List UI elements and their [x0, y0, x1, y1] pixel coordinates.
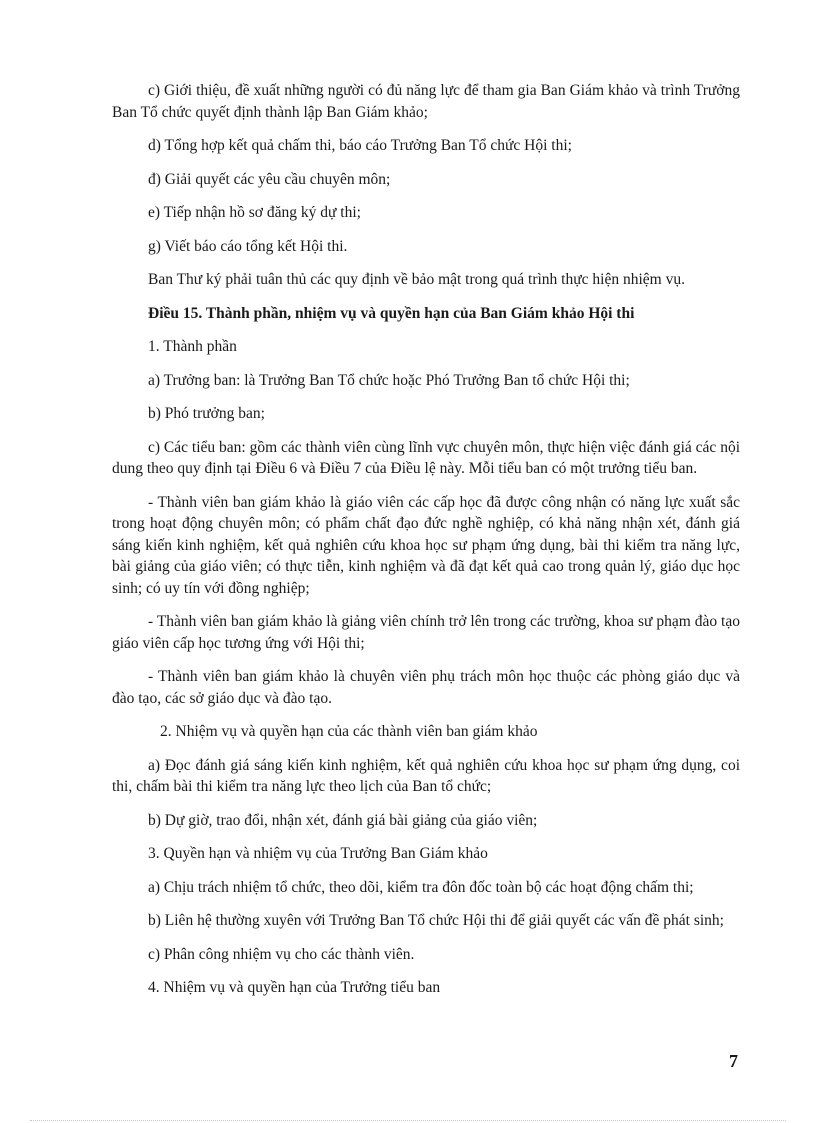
paragraph-dd-giai-quyet: đ) Giải quyết các yêu cầu chuyên môn;	[148, 170, 391, 188]
paragraph-a-truong-ban: a) Trưởng ban: là Trưởng Ban Tổ chức hoặc Phó Trưởng Ban tổ chức Hội thi;	[148, 371, 630, 389]
paragraph-b-pho-truong-ban: b) Phó trưởng ban;	[148, 405, 265, 422]
paragraph-c-gioi-thieu: c) Giới thiệu, đề xuất những người có đủ năng lực để tham gia Ban Giám khảo và trình Trưởng Ban Tổ chức quyết định thành lập Ban Giám khảo;	[112, 82, 740, 121]
paragraph-c-phan-cong: c) Phân công nhiệm vụ cho các thành viên.	[148, 945, 415, 963]
paragraph-bao-mat: Ban Thư ký phải tuân thủ các quy định về bảo mật trong quá trình thực hiện nhiệm vụ.	[148, 271, 685, 288]
document-page	[112, 80, 740, 1011]
paragraph-a-doc-danh-gia: a) Đọc đánh giá sáng kiến kinh nghiệm, kết quả nghiên cứu khoa học sư phạm ứng dụng, coi thi, chấm bài thi kiểm tra năng lực theo lịch của Ban tổ chức;	[112, 756, 740, 795]
section-4-heading: 4. Nhiệm vụ và quyền hạn của Trưởng tiểu ban	[148, 979, 441, 996]
paragraph-thanh-vien-giang-vien: - Thành viên ban giám khảo là giảng viên chính trở lên trong các trường, khoa sư phạm đào tạo giáo viên cấp học tương ứng với Hội thi;	[112, 613, 740, 652]
footer-divider	[30, 1120, 786, 1121]
paragraph-thanh-vien-giao-vien: - Thành viên ban giám khảo là giáo viên các cấp học đã được công nhận có năng lực xuất sắc trong hoạt động chuyên môn; có phẩm chất đạo đức nghề nghiệp, có khả năng nhận xét, đánh giá sáng kiến kinh nghiệm, kết quả nghiên cứu khoa học sư phạm ứng dụng, bài thi kiểm tra năng lực, bài giảng của giáo viên; có thực tiễn, kinh nghiệm và đã đạt kết quả cao trong quản lý, giáo dục học sinh; có uy tín với đồng nghiệp;	[112, 493, 740, 597]
paragraph-thanh-vien-chuyen-vien: - Thành viên ban giám khảo là chuyên viên phụ trách môn học thuộc các phòng giáo dục và đào tạo, các sở giáo dục và đào tạo.	[112, 668, 740, 707]
paragraph-b-lien-he: b) Liên hệ thường xuyên với Trưởng Ban Tổ chức Hội thi để giải quyết các vấn đề phát sinh;	[148, 912, 724, 929]
article-15-heading: Điều 15. Thành phần, nhiệm vụ và quyền hạn của Ban Giám khảo Hội thi	[148, 304, 635, 322]
section-1-heading: 1. Thành phần	[148, 338, 237, 355]
section-2-heading: 2. Nhiệm vụ và quyền hạn của các thành viên ban giám khảo	[160, 723, 538, 740]
paragraph-a-chiu-trach-nhiem: a) Chịu trách nhiệm tổ chức, theo dõi, kiểm tra đôn đốc toàn bộ các hoạt động chấm thi;	[148, 878, 694, 896]
section-3-heading: 3. Quyền hạn và nhiệm vụ của Trưởng Ban Giám khảo	[148, 845, 488, 862]
paragraph-e-tiep-nhan: e) Tiếp nhận hồ sơ đăng ký dự thi;	[148, 204, 361, 221]
page-number: 7	[729, 1051, 738, 1071]
paragraph-c-tieu-ban: c) Các tiểu ban: gồm các thành viên cùng lĩnh vực chuyên môn, thực hiện việc đánh giá các nội dung theo quy định tại Điều 6 và Điều 7 của Điều lệ này. Mỗi tiểu ban có một trưởng tiểu ban.	[112, 438, 740, 477]
paragraph-d-tong-hop: d) Tổng hợp kết quả chấm thi, báo cáo Trưởng Ban Tổ chức Hội thi;	[148, 137, 572, 154]
paragraph-b-du-gio: b) Dự giờ, trao đổi, nhận xét, đánh giá bài giảng của giáo viên;	[148, 811, 538, 829]
paragraph-g-viet-bao-cao: g) Viết báo cáo tổng kết Hội thi.	[148, 237, 348, 255]
